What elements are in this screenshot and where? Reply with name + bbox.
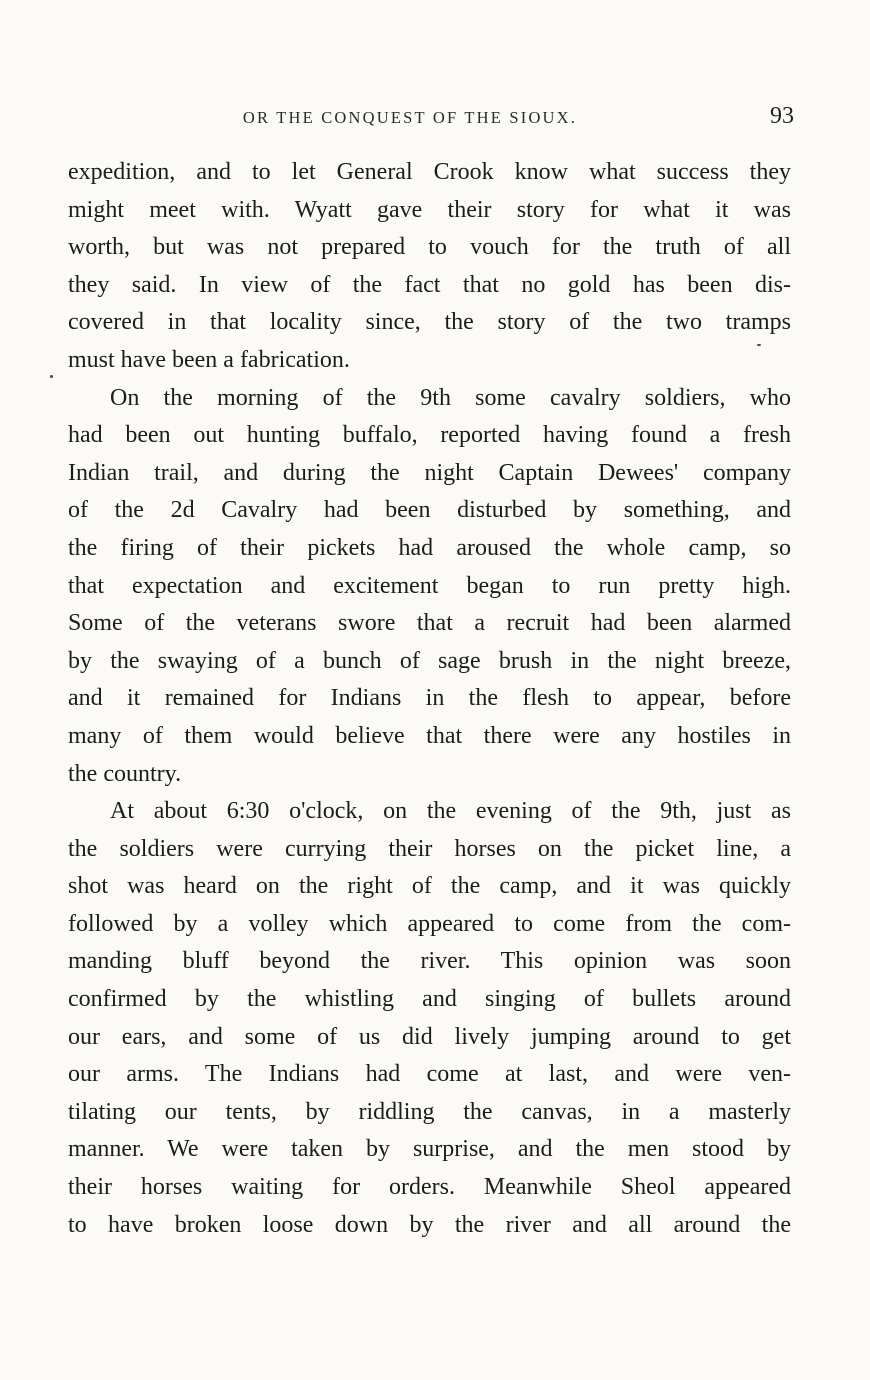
text-line: expedition, and to let General Crook know what success they	[68, 159, 791, 185]
running-head	[70, 103, 792, 133]
body-text	[68, 154, 791, 1244]
text-line: to have broken loose down by the river and all around the	[68, 1211, 791, 1238]
text-line: Indian trail, and during the night Captain Dewees' company	[68, 459, 791, 486]
page-number: 93	[770, 103, 794, 129]
text-line: by the swaying of a bunch of sage brush in the night breeze,	[68, 647, 791, 674]
text-line: our arms. The Indians had come at last, and were ven-	[68, 1061, 791, 1088]
text-line: covered in that locality since, the story of the two tramps	[68, 309, 791, 336]
text-line: the firing of their pickets had aroused the whole camp, so	[68, 534, 791, 561]
text-line: worth, but was not prepared to vouch for the truth of all	[68, 234, 791, 261]
text-line: Some of the veterans swore that a recruit had been alarmed	[68, 610, 791, 637]
text-line: our ears, and some of us did lively jumping around to get	[68, 1023, 791, 1050]
text-line: many of them would believe that there were any hostiles in	[68, 722, 791, 749]
text-line: shot was heard on the right of the camp, and it was quickly	[68, 873, 791, 900]
text-line: manding bluff beyond the river. This opinion was soon	[68, 948, 791, 975]
text-line: and it remained for Indians in the flesh to appear, before	[68, 685, 791, 712]
text-line: followed by a volley which appeared to come from the com-	[68, 910, 791, 937]
paragraph-first-line: At about 6:30 o'clock, on the evening of the 9th, just as	[110, 798, 791, 825]
text-line: must have been a fabrication.	[68, 346, 350, 373]
text-line: that expectation and excitement began to run pretty high.	[68, 572, 791, 599]
ink-speck	[757, 344, 761, 346]
text-line: they said. In view of the fact that no gold has been dis-	[68, 271, 791, 298]
text-line: tilating our tents, by riddling the canvas, in a masterly	[68, 1098, 791, 1125]
text-line: might meet with. Wyatt gave their story for what it was	[68, 196, 791, 223]
text-line: the soldiers were currying their horses on the picket line, a	[68, 835, 791, 862]
running-title: OR THE CONQUEST OF THE SIOUX.	[242, 108, 578, 127]
text-line: of the 2d Cavalry had been disturbed by something, and	[68, 497, 791, 524]
text-line: their horses waiting for orders. Meanwhile Sheol appeared	[68, 1174, 791, 1201]
text-line: manner. We were taken by surprise, and the men stood by	[68, 1136, 791, 1163]
text-line: had been out hunting buffalo, reported having found a fresh	[68, 422, 791, 449]
ink-speck	[50, 375, 53, 378]
text-line: confirmed by the whistling and singing of bullets around	[68, 986, 791, 1013]
text-line: the country.	[68, 760, 182, 787]
paragraph-first-line: On the morning of the 9th some cavalry soldiers, who	[110, 384, 791, 411]
